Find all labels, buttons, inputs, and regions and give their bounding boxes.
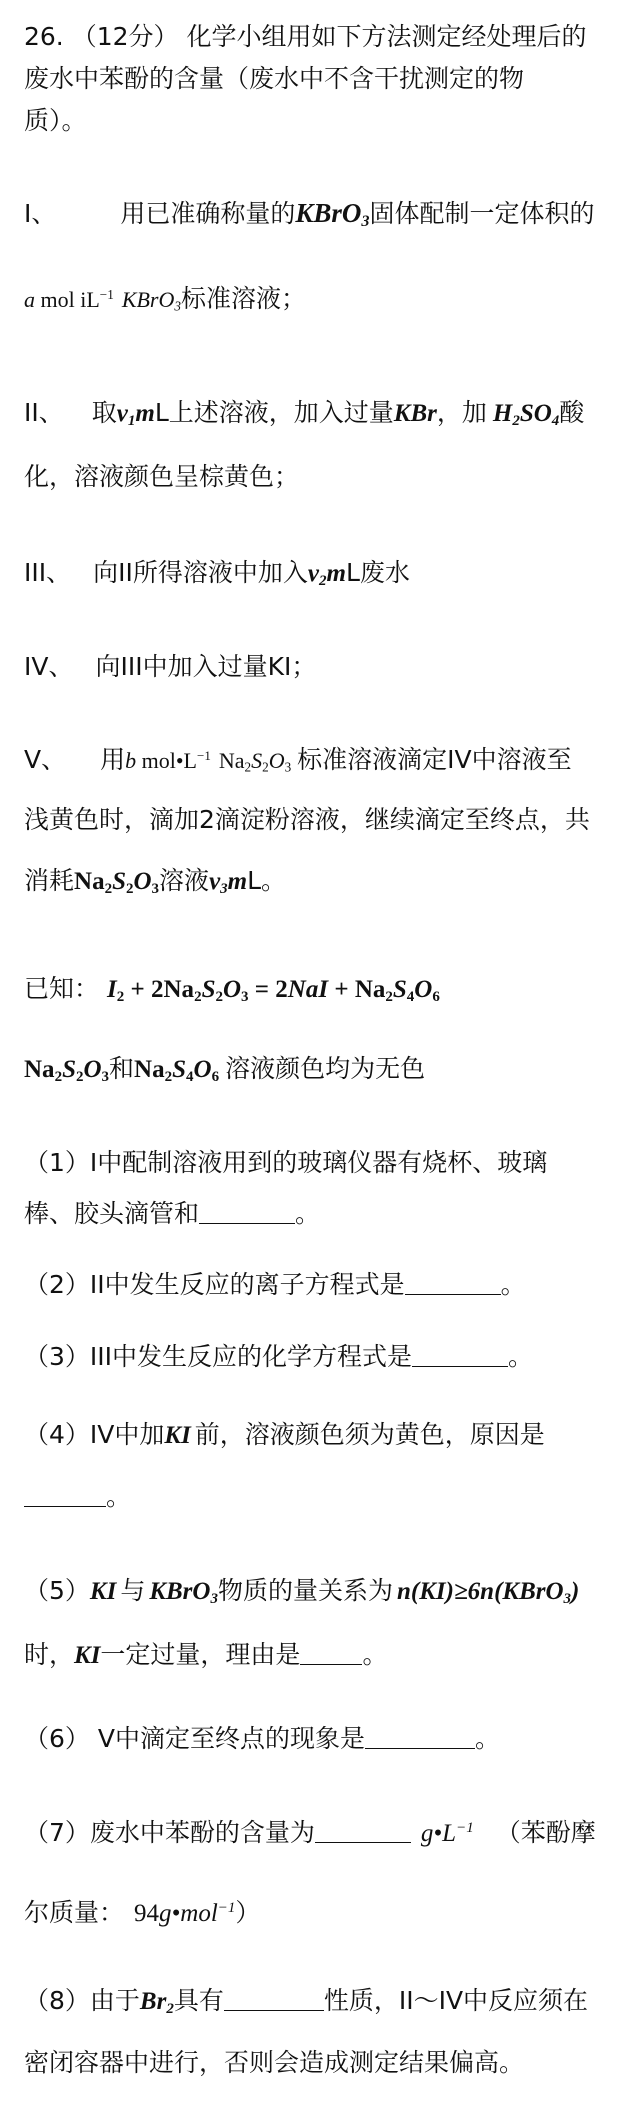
step-5-line2: 浅黄色时，滴加2滴淀粉溶液，继续滴定至终点，共 <box>24 805 590 834</box>
answer-blank-7[interactable] <box>315 1820 411 1843</box>
step-5-line3: 消耗$Na_2S_2O_3$溶液$v_3mL$。 <box>24 866 287 897</box>
step-3: III、 向II所得溶液中加入$v_2mL$废水 <box>24 558 410 589</box>
part-4-line2: 。 <box>24 1480 624 1514</box>
answer-blank-3[interactable] <box>412 1344 508 1367</box>
part-1-line2: 棒、胶头滴管和 。 <box>24 1199 321 1228</box>
step-1: I、 用已准确称量的KBrO$_3$固体配制一定体积的 <box>24 198 595 231</box>
step-4: IV、 向III中加入过量KI； <box>24 652 317 681</box>
question-header-line2: 废水中苯酚的含量（废水中不含干扰测定的物 <box>24 64 525 93</box>
answer-blank-4[interactable] <box>24 1484 106 1507</box>
part-8-line2: 密闭容器中进行，否则会造成测定结果偏高。 <box>24 2048 525 2077</box>
answer-blank-1[interactable] <box>199 1201 295 1224</box>
part-6: （6） V中滴定至终点的现象是 。 <box>24 1724 500 1753</box>
step-1-line2: a mol $iL^{-1}$ KBrO$_3$标准溶液； <box>24 284 306 314</box>
part-7: （7）废水中苯酚的含量为 $g•L^{-1}$ （苯酚摩 <box>24 1818 596 1847</box>
known-equation: 已知： $I_2 + 2Na_2S_2O_3 = 2NaI + Na_2S_4O_6$ <box>24 974 440 1005</box>
part-8: （8）由于$Br_2$具有 性质，II～IV中反应须在 <box>24 1986 589 2017</box>
step-5: V、 用b $mol•L^{-1}$ $Na_2S_2O_3$ 标准溶液滴定IV中溶液至 <box>24 745 572 775</box>
answer-blank-6[interactable] <box>365 1726 475 1749</box>
part-7-line2: 尔质量： 94g•mol$^{-1}$） <box>24 1898 261 1927</box>
part-5: （5）KI 与 KBrO$_3$物质的量关系为 n(KI)≥6n(KBrO$_3$) <box>24 1576 580 1607</box>
known-note: $Na_2S_2O_3$和$Na_2S_4O_6$ 溶液颜色均为无色 <box>24 1054 426 1085</box>
part-1: （1）I中配制溶液用到的玻璃仪器有烧杯、玻璃 <box>24 1148 548 1177</box>
question-header-line3: 质）。 <box>24 106 87 135</box>
answer-blank-5[interactable] <box>300 1642 362 1665</box>
step-2: II、 取$v_1mL$上述溶液，加入过量KBr，加 $H_2SO_4$酸 <box>24 398 585 429</box>
part-5-line2: 时，KI一定过量，理由是 。 <box>24 1640 388 1669</box>
part-4: （4）IV中加KI 前，溶液颜色须为黄色，原因是 <box>24 1420 545 1449</box>
answer-blank-2[interactable] <box>405 1272 501 1295</box>
answer-blank-8[interactable] <box>224 1988 324 2011</box>
part-3: （3）III中发生反应的化学方程式是 。 <box>24 1342 534 1371</box>
part-2: （2）II中发生反应的离子方程式是 。 <box>24 1270 526 1299</box>
question-header: 26. （12分） 化学小组用如下方法测定经处理后的 <box>24 22 587 51</box>
step-2-line2: 化，溶液颜色呈棕黄色； <box>24 462 300 491</box>
